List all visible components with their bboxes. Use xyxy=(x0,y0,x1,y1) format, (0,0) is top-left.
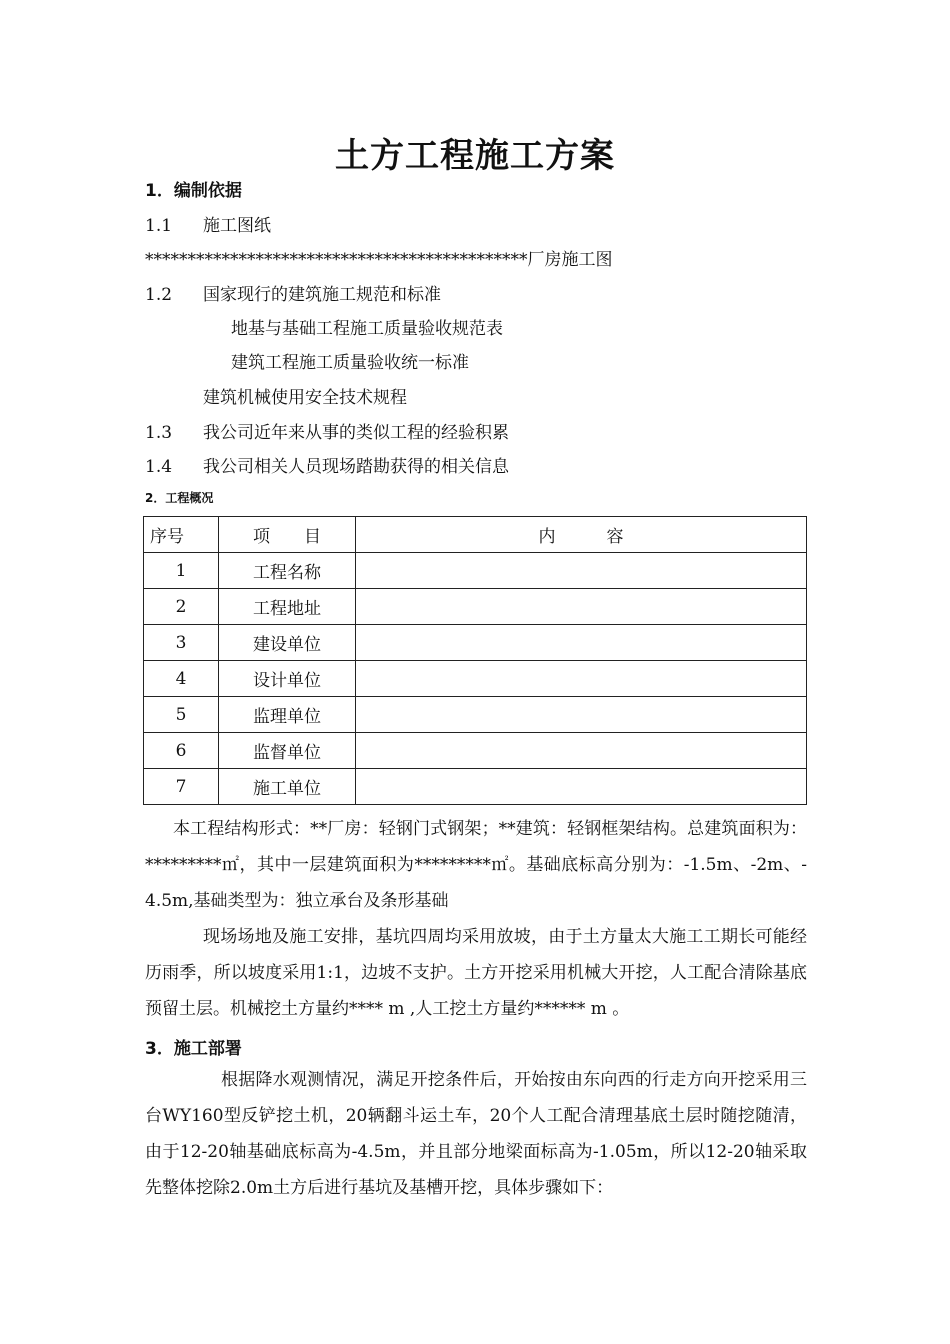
row-number: 2 xyxy=(144,589,219,625)
project-overview-table xyxy=(143,516,807,805)
table-row xyxy=(144,661,807,697)
item-1-2-number: 1.2 xyxy=(145,285,173,305)
section-2-heading: 2．工程概况 xyxy=(145,491,214,505)
row-number: 1 xyxy=(144,553,219,589)
structure-paragraph: 本工程结构形式：**厂房：轻钢门式钢架；**建筑：轻钢框架结构。总建筑面积为：*********㎡，其中一层建筑面积为*********㎡。基础底标高分别为：-1.5m、-2m、-4.5m,基础类型为：独立承台及条形基础 xyxy=(145,819,807,911)
table-row xyxy=(144,553,807,589)
row-item: 工程名称 xyxy=(219,553,356,589)
document-title: 土方工程施工方案 xyxy=(335,136,615,176)
item-1-1-number: 1.1 xyxy=(145,216,173,236)
item-1-3-text: 我公司近年来从事的类似工程的经验积累 xyxy=(203,423,509,443)
row-content xyxy=(356,733,807,769)
row-item: 设计单位 xyxy=(219,661,356,697)
section-3-heading: 3．施工部署 xyxy=(145,1039,242,1059)
item-1-2 xyxy=(145,280,441,305)
table-row xyxy=(144,697,807,733)
row-content xyxy=(356,661,807,697)
item-1-4-number: 1.4 xyxy=(145,457,173,477)
table-header-row xyxy=(144,517,807,553)
row-content xyxy=(356,625,807,661)
row-item: 施工单位 xyxy=(219,769,356,805)
item-1-3 xyxy=(145,418,509,443)
deployment-paragraph: 根据降水观测情况，满足开挖条件后，开始按由东向西的行走方向开挖采用三台WY160型反铲挖土机，20辆翻斗运土车，20个人工配合清理基底土层时随挖随清，由于12-20轴基础底标高为-4.5m，并且部分地梁面标高为-1.05m，所以12-20轴采取先整体挖除2.0m土方后进行基坑及基槽开挖，具体步骤如下： xyxy=(145,1070,807,1198)
row-item: 监理单位 xyxy=(219,697,356,733)
row-number: 4 xyxy=(144,661,219,697)
row-item: 工程地址 xyxy=(219,589,356,625)
table-row xyxy=(144,625,807,661)
row-number: 7 xyxy=(144,769,219,805)
item-1-2-text: 国家现行的建筑施工规范和标准 xyxy=(203,285,441,305)
table-row xyxy=(144,589,807,625)
row-content xyxy=(356,769,807,805)
table-row xyxy=(144,769,807,805)
item-1-4 xyxy=(145,452,509,477)
site-paragraph: 现场场地及施工安排，基坑四周均采用放坡，由于土方量太大施工工期长可能经历雨季，所以坡度采用1:1，边坡不支护。土方开挖采用机械大开挖，人工配合清除基底预留土层。机械挖土方量约**** m ,人工挖土方量约****** m 。 xyxy=(145,927,807,1019)
header-cell-content: 内 容 xyxy=(356,517,807,553)
row-content xyxy=(356,589,807,625)
header-cell-item: 项 目 xyxy=(219,517,356,553)
item-1-1 xyxy=(145,211,271,236)
row-item: 建设单位 xyxy=(219,625,356,661)
section-1-heading: 1．编制依据 xyxy=(145,181,242,201)
row-item: 监督单位 xyxy=(219,733,356,769)
item-1-1-detail: *********************************************厂房施工图 xyxy=(145,250,613,270)
row-content xyxy=(356,553,807,589)
row-number: 5 xyxy=(144,697,219,733)
item-1-4-text: 我公司相关人员现场踏勘获得的相关信息 xyxy=(203,457,509,477)
standard-item-2: 建筑工程施工质量验收统一标准 xyxy=(231,353,469,373)
table-row xyxy=(144,733,807,769)
item-1-1-text: 施工图纸 xyxy=(203,216,271,236)
standard-item-1: 地基与基础工程施工质量验收规范表 xyxy=(231,319,503,339)
item-1-3-number: 1.3 xyxy=(145,423,173,443)
standard-item-3: 建筑机械使用安全技术规程 xyxy=(203,388,407,408)
row-content xyxy=(356,697,807,733)
row-number: 6 xyxy=(144,733,219,769)
row-number: 3 xyxy=(144,625,219,661)
header-cell-number: 序号 xyxy=(144,517,219,553)
